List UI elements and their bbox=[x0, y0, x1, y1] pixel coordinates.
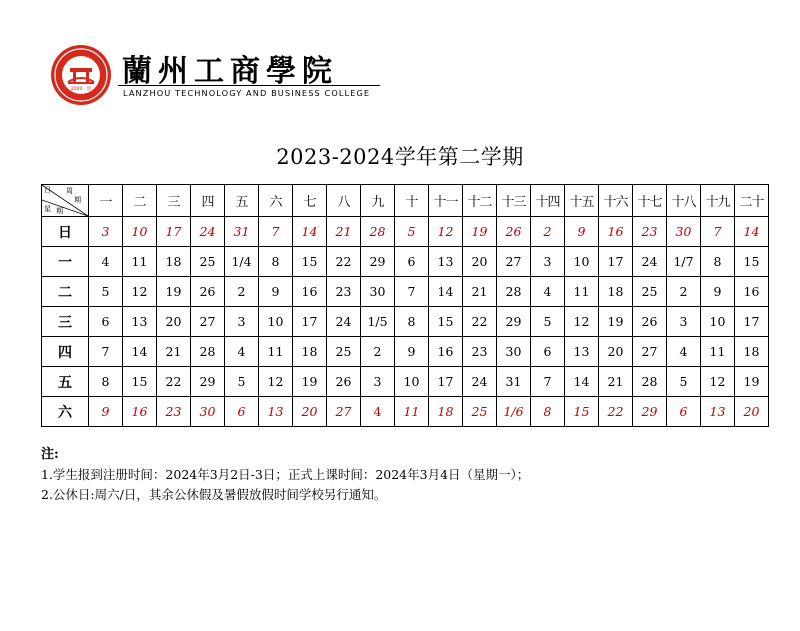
week-header: 二 bbox=[123, 185, 157, 217]
date-cell: 20 bbox=[293, 397, 327, 427]
week-header: 四 bbox=[191, 185, 225, 217]
date-cell: 8 bbox=[701, 247, 735, 277]
week-header: 七 bbox=[293, 185, 327, 217]
date-cell: 2 bbox=[225, 277, 259, 307]
day-row bbox=[42, 367, 769, 397]
date-cell: 7 bbox=[701, 217, 735, 247]
date-cell: 10 bbox=[259, 307, 293, 337]
date-cell: 17 bbox=[157, 217, 191, 247]
date-cell: 14 bbox=[123, 337, 157, 367]
date-cell: 18 bbox=[735, 337, 769, 367]
weekday-label: 五 bbox=[42, 367, 89, 397]
date-cell: 29 bbox=[191, 367, 225, 397]
date-cell: 15 bbox=[123, 367, 157, 397]
date-cell: 14 bbox=[293, 217, 327, 247]
date-cell: 25 bbox=[191, 247, 225, 277]
date-cell: 15 bbox=[565, 397, 599, 427]
date-cell: 9 bbox=[565, 217, 599, 247]
date-cell: 6 bbox=[667, 397, 701, 427]
note-item: 2.公休日:周六/日，其余公休假及暑假放假时间学校另行通知。 bbox=[41, 487, 387, 502]
corner-label-left: 日 bbox=[44, 186, 51, 194]
day-row bbox=[42, 397, 769, 427]
date-cell: 22 bbox=[157, 367, 191, 397]
date-cell: 13 bbox=[259, 397, 293, 427]
calendar-table bbox=[41, 184, 769, 427]
date-cell: 6 bbox=[531, 337, 565, 367]
date-cell: 24 bbox=[327, 307, 361, 337]
date-cell: 18 bbox=[293, 337, 327, 367]
notes-heading: 注: bbox=[41, 447, 59, 462]
notes bbox=[41, 445, 529, 505]
date-cell: 17 bbox=[429, 367, 463, 397]
corner-label-top2: 期 bbox=[74, 196, 81, 204]
day-row bbox=[42, 217, 769, 247]
week-header: 九 bbox=[361, 185, 395, 217]
date-cell: 10 bbox=[123, 217, 157, 247]
date-cell: 1/7 bbox=[667, 247, 701, 277]
date-cell: 15 bbox=[735, 247, 769, 277]
date-cell: 14 bbox=[429, 277, 463, 307]
day-row bbox=[42, 337, 769, 367]
date-cell: 16 bbox=[123, 397, 157, 427]
date-cell: 19 bbox=[293, 367, 327, 397]
day-row bbox=[42, 307, 769, 337]
date-cell: 21 bbox=[463, 277, 497, 307]
week-header: 十六 bbox=[599, 185, 633, 217]
date-cell: 21 bbox=[599, 367, 633, 397]
week-header: 十八 bbox=[667, 185, 701, 217]
date-cell: 27 bbox=[191, 307, 225, 337]
date-cell: 28 bbox=[633, 367, 667, 397]
date-cell: 12 bbox=[259, 367, 293, 397]
date-cell: 24 bbox=[191, 217, 225, 247]
date-cell: 10 bbox=[565, 247, 599, 277]
date-cell: 3 bbox=[361, 367, 395, 397]
weekday-label: 六 bbox=[42, 397, 89, 427]
date-cell: 31 bbox=[497, 367, 531, 397]
date-cell: 11 bbox=[701, 337, 735, 367]
date-cell: 8 bbox=[259, 247, 293, 277]
week-header-row bbox=[42, 185, 769, 217]
date-cell: 17 bbox=[599, 247, 633, 277]
date-cell: 5 bbox=[225, 367, 259, 397]
date-cell: 2 bbox=[361, 337, 395, 367]
date-cell: 20 bbox=[735, 397, 769, 427]
date-cell: 23 bbox=[633, 217, 667, 247]
date-cell: 5 bbox=[531, 307, 565, 337]
date-cell: 18 bbox=[157, 247, 191, 277]
date-cell: 15 bbox=[293, 247, 327, 277]
date-cell: 13 bbox=[701, 397, 735, 427]
date-cell: 1/4 bbox=[225, 247, 259, 277]
date-cell: 8 bbox=[531, 397, 565, 427]
date-cell: 14 bbox=[735, 217, 769, 247]
date-cell: 16 bbox=[735, 277, 769, 307]
date-cell: 5 bbox=[89, 277, 123, 307]
weekday-label: 四 bbox=[42, 337, 89, 367]
date-cell: 26 bbox=[191, 277, 225, 307]
date-cell: 4 bbox=[89, 247, 123, 277]
date-cell: 28 bbox=[497, 277, 531, 307]
date-cell: 11 bbox=[395, 397, 429, 427]
week-header: 一 bbox=[89, 185, 123, 217]
date-cell: 9 bbox=[259, 277, 293, 307]
date-cell: 27 bbox=[497, 247, 531, 277]
date-cell: 8 bbox=[395, 307, 429, 337]
date-cell: 25 bbox=[463, 397, 497, 427]
page-title: 2023-2024学年第二学期 bbox=[276, 145, 524, 169]
date-cell: 20 bbox=[599, 337, 633, 367]
date-cell: 18 bbox=[429, 397, 463, 427]
date-cell: 29 bbox=[497, 307, 531, 337]
date-cell: 12 bbox=[123, 277, 157, 307]
date-cell: 23 bbox=[157, 397, 191, 427]
date-cell: 30 bbox=[497, 337, 531, 367]
corner-label-top: 周 bbox=[66, 187, 73, 195]
weekday-label: 三 bbox=[42, 307, 89, 337]
date-cell: 24 bbox=[463, 367, 497, 397]
date-cell: 16 bbox=[293, 277, 327, 307]
date-cell: 4 bbox=[361, 397, 395, 427]
date-cell: 6 bbox=[225, 397, 259, 427]
date-cell: 20 bbox=[157, 307, 191, 337]
date-cell: 14 bbox=[565, 367, 599, 397]
header-rule bbox=[118, 85, 380, 86]
date-cell: 30 bbox=[361, 277, 395, 307]
date-cell: 13 bbox=[429, 247, 463, 277]
date-cell: 7 bbox=[531, 367, 565, 397]
weekday-label: 二 bbox=[42, 277, 89, 307]
date-cell: 26 bbox=[327, 367, 361, 397]
date-cell: 3 bbox=[225, 307, 259, 337]
date-cell: 26 bbox=[633, 307, 667, 337]
date-cell: 2 bbox=[667, 277, 701, 307]
week-header: 十五 bbox=[565, 185, 599, 217]
date-cell: 28 bbox=[191, 337, 225, 367]
corner-label-bottom: 期 bbox=[56, 207, 63, 215]
date-cell: 7 bbox=[259, 217, 293, 247]
school-name-en: LANZHOU TECHNOLOGY AND BUSINESS COLLEGE bbox=[123, 88, 371, 98]
date-cell: 12 bbox=[701, 367, 735, 397]
school-seal-icon bbox=[50, 44, 112, 106]
date-cell: 9 bbox=[89, 397, 123, 427]
date-cell: 23 bbox=[463, 337, 497, 367]
date-cell: 12 bbox=[429, 217, 463, 247]
date-cell: 1/6 bbox=[497, 397, 531, 427]
date-cell: 22 bbox=[463, 307, 497, 337]
date-cell: 3 bbox=[667, 307, 701, 337]
date-cell: 16 bbox=[429, 337, 463, 367]
date-cell: 10 bbox=[395, 367, 429, 397]
date-cell: 27 bbox=[633, 337, 667, 367]
date-cell: 19 bbox=[463, 217, 497, 247]
day-row bbox=[42, 277, 769, 307]
date-cell: 11 bbox=[123, 247, 157, 277]
week-header: 八 bbox=[327, 185, 361, 217]
date-cell: 7 bbox=[89, 337, 123, 367]
seal-text: 2000 · 创 bbox=[70, 87, 92, 92]
date-cell: 25 bbox=[327, 337, 361, 367]
date-cell: 2 bbox=[531, 217, 565, 247]
date-cell: 4 bbox=[225, 337, 259, 367]
week-header: 十二 bbox=[463, 185, 497, 217]
date-cell: 19 bbox=[599, 307, 633, 337]
school-header bbox=[50, 44, 371, 104]
date-cell: 15 bbox=[429, 307, 463, 337]
school-name: 蘭州工商學院 bbox=[122, 54, 338, 89]
date-cell: 4 bbox=[531, 277, 565, 307]
date-cell: 28 bbox=[361, 217, 395, 247]
date-cell: 5 bbox=[667, 367, 701, 397]
date-cell: 29 bbox=[361, 247, 395, 277]
date-cell: 5 bbox=[395, 217, 429, 247]
date-cell: 19 bbox=[157, 277, 191, 307]
date-cell: 9 bbox=[395, 337, 429, 367]
note-item: 1.学生报到注册时间：2024年3月2日-3日；正式上课时间：2024年3月4日（星期一）； bbox=[41, 467, 530, 482]
date-cell: 11 bbox=[565, 277, 599, 307]
date-cell: 13 bbox=[123, 307, 157, 337]
week-header: 六 bbox=[259, 185, 293, 217]
date-cell: 17 bbox=[735, 307, 769, 337]
date-cell: 23 bbox=[327, 277, 361, 307]
date-cell: 3 bbox=[531, 247, 565, 277]
date-cell: 7 bbox=[395, 277, 429, 307]
date-cell: 18 bbox=[599, 277, 633, 307]
weekday-label: 一 bbox=[42, 247, 89, 277]
weekday-label: 日 bbox=[42, 217, 89, 247]
date-cell: 6 bbox=[89, 307, 123, 337]
week-header: 十 bbox=[395, 185, 429, 217]
date-cell: 21 bbox=[327, 217, 361, 247]
date-cell: 16 bbox=[599, 217, 633, 247]
date-cell: 4 bbox=[667, 337, 701, 367]
week-header: 五 bbox=[225, 185, 259, 217]
week-header: 三 bbox=[157, 185, 191, 217]
week-header: 十九 bbox=[701, 185, 735, 217]
date-cell: 29 bbox=[633, 397, 667, 427]
date-cell: 12 bbox=[565, 307, 599, 337]
date-cell: 30 bbox=[191, 397, 225, 427]
week-header: 十三 bbox=[497, 185, 531, 217]
date-cell: 3 bbox=[89, 217, 123, 247]
corner-label-bottom-left: 星 bbox=[44, 205, 51, 213]
date-cell: 21 bbox=[157, 337, 191, 367]
date-cell: 30 bbox=[667, 217, 701, 247]
date-cell: 9 bbox=[701, 277, 735, 307]
date-cell: 17 bbox=[293, 307, 327, 337]
date-cell: 1/5 bbox=[361, 307, 395, 337]
date-cell: 22 bbox=[599, 397, 633, 427]
day-row bbox=[42, 247, 769, 277]
date-cell: 10 bbox=[701, 307, 735, 337]
corner-cell bbox=[42, 185, 89, 217]
date-cell: 31 bbox=[225, 217, 259, 247]
date-cell: 19 bbox=[735, 367, 769, 397]
date-cell: 13 bbox=[565, 337, 599, 367]
week-header: 十一 bbox=[429, 185, 463, 217]
date-cell: 22 bbox=[327, 247, 361, 277]
date-cell: 20 bbox=[463, 247, 497, 277]
date-cell: 6 bbox=[395, 247, 429, 277]
week-header: 十四 bbox=[531, 185, 565, 217]
date-cell: 8 bbox=[89, 367, 123, 397]
date-cell: 11 bbox=[259, 337, 293, 367]
date-cell: 24 bbox=[633, 247, 667, 277]
week-header: 二十 bbox=[735, 185, 769, 217]
date-cell: 26 bbox=[497, 217, 531, 247]
date-cell: 27 bbox=[327, 397, 361, 427]
date-cell: 25 bbox=[633, 277, 667, 307]
week-header: 十七 bbox=[633, 185, 667, 217]
